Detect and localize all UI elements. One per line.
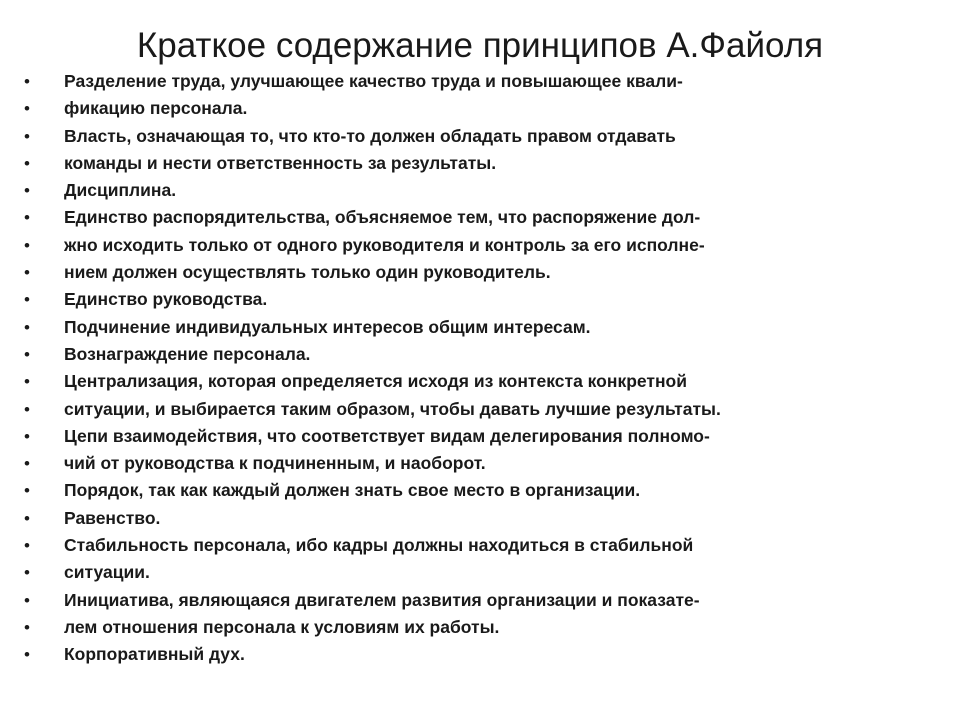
bullet-icon: • [24, 372, 30, 392]
bullet-icon: • [24, 263, 30, 283]
bullet-icon: • [24, 399, 30, 419]
list-item [24, 314, 924, 341]
list-item [24, 341, 924, 368]
list-item-text: Дисциплина. [64, 180, 177, 201]
bullet-icon: • [24, 645, 30, 665]
list-item-text: лем отношения персонала к условиям их работы. [64, 616, 500, 637]
bullet-icon: • [24, 317, 30, 337]
list-item [24, 232, 924, 259]
bullet-icon: • [24, 344, 30, 364]
list-item-text: Единство руководства. [64, 289, 268, 310]
list-item [24, 68, 924, 95]
list-item-text: ситуации, и выбирается таким образом, чтобы давать лучшие результаты. [64, 398, 721, 419]
list-item-text: Вознаграждение персонала. [64, 343, 311, 364]
list-item [24, 559, 924, 586]
list-item [24, 95, 924, 122]
list-item-text: чий от руководства к подчиненным, и наоборот. [64, 453, 486, 474]
list-item-text: Единство распорядительства, объясняемое тем, что распоряжение дол- [64, 207, 701, 228]
list-item-text: нием должен осуществлять только один руководитель. [64, 262, 551, 283]
list-item [24, 177, 924, 204]
list-item [24, 396, 924, 423]
list-item [24, 587, 924, 614]
list-item [24, 614, 924, 641]
bullet-icon: • [24, 99, 30, 119]
bullet-icon: • [24, 153, 30, 173]
list-item-text: Инициатива, являющаяся двигателем развития организации и показате- [64, 589, 700, 610]
bullet-icon: • [24, 126, 30, 146]
list-item-text: Власть, означающая то, что кто-то должен обладать правом отдавать [64, 125, 676, 146]
list-item [24, 204, 924, 231]
list-item-text: Порядок, так как каждый должен знать свое место в организации. [64, 480, 641, 501]
bullet-icon: • [24, 235, 30, 255]
list-item [24, 477, 924, 504]
bullet-icon: • [24, 181, 30, 201]
list-item-text: команды и нести ответственность за результаты. [64, 152, 497, 173]
list-item-text: ситуации. [64, 562, 150, 583]
list-item-text: Централизация, которая определяется исходя из контекста конкретной [64, 371, 687, 392]
bullet-icon: • [24, 508, 30, 528]
list-item [24, 123, 924, 150]
list-item [24, 286, 924, 313]
list-item [24, 150, 924, 177]
principles-list [24, 68, 924, 669]
bullet-icon: • [24, 563, 30, 583]
bullet-icon: • [24, 590, 30, 610]
list-item [24, 368, 924, 395]
bullet-icon: • [24, 72, 30, 91]
slide-title: Краткое содержание принципов А.Файоля [136, 26, 824, 65]
bullet-icon: • [24, 290, 30, 310]
bullet-icon: • [24, 208, 30, 228]
list-item-text: жно исходить только от одного руководителя и контроль за его исполне- [64, 234, 705, 255]
list-item [24, 532, 924, 559]
list-item-text: Подчинение индивидуальных интересов общим интересам. [64, 316, 591, 337]
bullet-icon: • [24, 536, 30, 556]
list-item-text: Цепи взаимодействия, что соответствует видам делегирования полномо- [64, 425, 710, 446]
bullet-icon: • [24, 454, 30, 474]
list-item-text: Корпоративный дух. [64, 644, 245, 665]
list-item [24, 450, 924, 477]
bullet-icon: • [24, 426, 30, 446]
bullet-icon: • [24, 481, 30, 501]
list-item [24, 641, 924, 668]
bullet-icon: • [24, 617, 30, 637]
list-item-text: Стабильность персонала, ибо кадры должны находиться в стабильной [64, 535, 694, 556]
list-item [24, 259, 924, 286]
list-item [24, 505, 924, 532]
list-item-text: Равенство. [64, 507, 161, 528]
list-item-text: фикацию персонала. [64, 98, 248, 119]
list-item [24, 423, 924, 450]
list-item-text: Разделение труда, улучшающее качество труда и повышающее квали- [64, 71, 683, 91]
